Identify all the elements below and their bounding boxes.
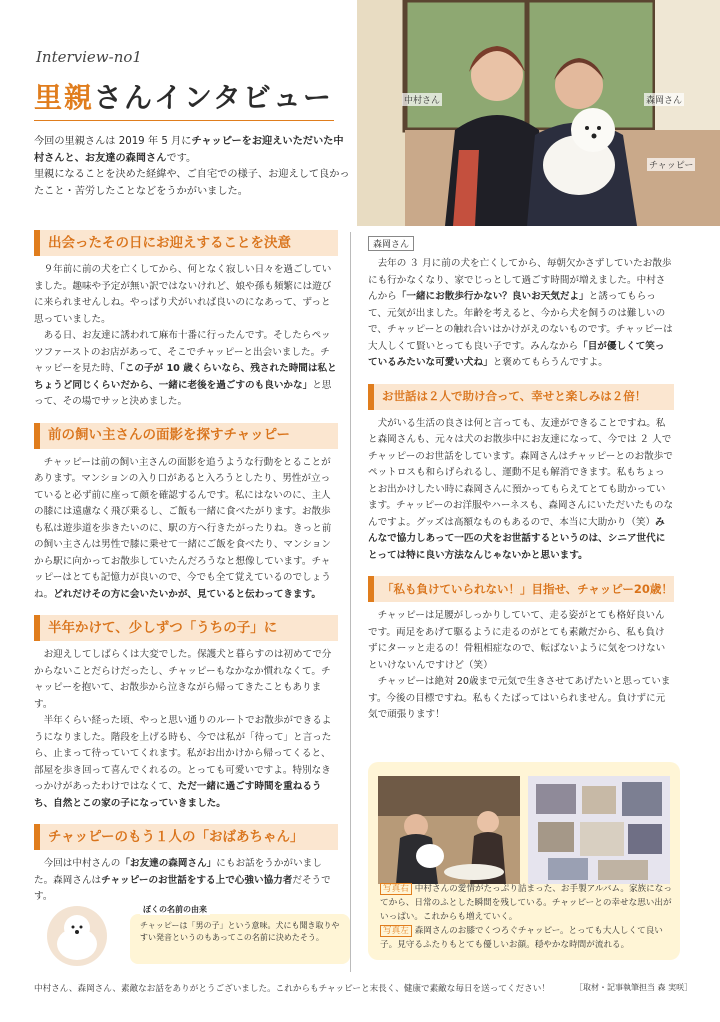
intro-s1: 今回の里親さんは 2019 年 5 月に (34, 136, 192, 147)
heading-text: チャッピーのもう１人の「おばあちゃん」 (48, 828, 304, 845)
kicker: Interview-no1 (36, 48, 142, 66)
text-run: にもお話をうかがいました。森岡さんは (34, 858, 322, 886)
photo-label-nakamura: 中村さん (402, 93, 442, 106)
column-divider (350, 232, 351, 972)
emphasis: みんなで協力しあって一匹の犬をお世話するというのは、シニア世代にとっては特に良い方法なんじゃないかと思います。 (368, 516, 666, 561)
text-run: 去年の ３ 月に前の犬を亡くしてから、毎朝欠かさずしていたお散歩にも行かなくなり、家でじっとして過ごす時間が増えました。中村さんから (368, 258, 672, 302)
paragraph (34, 713, 338, 812)
page-title (34, 76, 333, 116)
credit: ［取材・記事執筆担当 森 実咲］ (575, 983, 693, 992)
emphasis: チャッピーのお世話をする上で心強い協力者 (101, 874, 293, 886)
caption-1 (380, 882, 672, 924)
emphasis: ただ一緒に過ごす時間を重ねるうち、自然とこの家の子になっていきました。 (34, 781, 322, 809)
text-run: と褒めてもらうんですよ。 (492, 357, 608, 368)
intro-s3: 里親になることを決めた経緯や、ご自宅での様子、お迎えして良かったこと・苦労したことなどをうかがいました。 (34, 169, 350, 197)
text-run: 犬がいる生活の良さは何と言っても、友達ができることですね。私と森岡さんも、元々は犬のお散歩中にお友達になって、今では ２ 人でチャッピーのお世話をしています。森岡さんはチャッピーとのお散歩でペットロスも和らげられるし、運動不足も解消できます。私もちょっとお出かけしたい時に森岡さんに預かってもらえてとても助かっています。チャッピーのお洋服やハーネスも、森岡さんにいただいたものなんですよ。グッズは高額なものもあるので、本当に大助かり（笑） (368, 417, 674, 528)
speaker-badge: 森岡さん (368, 236, 414, 251)
paragraph (34, 328, 338, 411)
intro-s2: です。 (166, 152, 197, 164)
paragraph (368, 416, 674, 565)
title-underline (34, 120, 334, 121)
emphasis: 「一緒にお散歩行かない？良いお天気だよ」 (396, 291, 589, 302)
section-heading-5 (368, 384, 674, 410)
heading-bar (34, 423, 40, 449)
section-heading-3 (34, 615, 338, 641)
paragraph: ９年前に前の犬を亡くしてから、何となく寂しい日々を過ごしていました。趣味や予定が無い訳ではないけれど、娘や孫も頻繁には遊びに来られませんしね。やっぱり犬がいれば良いのになあって、ずっと思っていました。 (34, 264, 332, 325)
photo-right (528, 776, 670, 884)
paragraph: チャッピーは足腰がしっかりしていて、走る姿がとても格好良いんです。両足をあげて駆るように走るのがとても素敵だから、私も負けずにターッと走るの！骨粗相症なので、転ばないように気をつけないといけないんですけど（笑） (368, 610, 666, 671)
hero-photo (357, 0, 720, 226)
text-run: チャッピーは前の飼い主さんの面影を追うような行動をとることがあります。マンションの入り口があると入ろうとしたり、男性が立っていると必ず前に座って顔を確認するんです。私にはないのに、主人の膝には遠慮なく飛び乗るし、ご飯も一緒に食べたがります。お散歩も私は遊歩道を歩きたいのに、駅の方へ行きたがったりね。きっと前の飼い主さんは男性で膝に乗せて一緒にご飯を食べたり、マンションから駅に向かってお散歩していたんだろうなと想像しています。チャッピーはとても記憶力が良いので、今でも全て覚えているのでしょうね。 (34, 456, 332, 600)
left-column (34, 230, 338, 906)
paragraph: チャッピーは絶対 20歳まで元気で生きさせてあげたいと思っています。今後の目標ですね。私もくたばってはいられません。負けずに元気で頑張ります！ (368, 676, 671, 720)
paragraph (34, 455, 338, 604)
photo-label-chappy: チャッピー (647, 158, 695, 171)
heading-text: お世話は２人で助け合って、幸せと楽しみは２倍！ (382, 389, 647, 404)
album-caption (380, 882, 672, 952)
section-heading-6 (368, 576, 674, 602)
footer-thanks: 中村さん、森岡さん、素敵なお話をありがとうございました。これからもチャッピーと末長く、健康で素敵な毎日を送ってください！ (34, 984, 550, 994)
name-origin-title: ぼくの名前の由来 (140, 904, 210, 915)
heading-bar (34, 824, 40, 850)
text-run: だそうです。 (34, 874, 331, 902)
text-run: 今回は中村さんの (43, 858, 121, 869)
title-accent: 里親 (34, 81, 95, 114)
heading-text: 「私も負けていられない！」目指せ、チャッピー20歳！ (382, 581, 673, 596)
section-heading-4 (34, 824, 338, 850)
caption-label: 写真右 (380, 883, 412, 895)
title-rest: さんインタビュー (94, 81, 333, 114)
caption-2 (380, 924, 672, 952)
name-origin-text: チャッピーは「男の子」という意味。犬にも聞き取りやすい発音というのもあってこの名前に決めたそう。 (140, 921, 340, 942)
heading-text: 半年かけて、少しずつ「うちの子」に (48, 619, 278, 636)
emphasis: 「お友達の森岡さん」 (120, 858, 217, 869)
photo-left (378, 776, 520, 884)
emphasis: 「目が優しくて笑っているみたいな可愛い犬ね」 (368, 340, 665, 368)
text-run: と思って、その場でサッと決めました。 (34, 379, 332, 407)
hero-illustration (357, 0, 720, 226)
caption-text: 中村さんの愛情がたっぷり詰まった、お手製アルバム。家族になってから、日常のふとした瞬間を残している。チャッピーとの幸せな思い出がいっぱい。これからも増えていく。 (380, 884, 672, 922)
text-run: ある日、お友達に誘われて麻布十番に行ったんです。そしたらペッツファーストのお店があって、そこでチャッピーと出会いました。チャッピーを見た時、 (34, 330, 331, 374)
intro-s1b: チャッピーをお迎えいただいた中村さんと、お友達の森岡さん (34, 136, 344, 164)
heading-text: 前の飼い主さんの面影を探すチャッピー (48, 427, 291, 444)
paragraph: お迎えしてしばらくは大変でした。保護犬と暮らすのは初めてで分からないことだらけだったし、チャッピーもなかなか慣れなくて。チャッピーを抱いて、お散歩から泣きながら帰ってきたこともあります。 (34, 649, 332, 710)
caption-label: 写真左 (380, 925, 412, 937)
section-heading-2 (34, 423, 338, 449)
emphasis: 「この子が 10 歳くらいなら、残された時間は私とちょうど同じくらいだから、一緒に老後を過ごすのも良いかな」 (34, 363, 337, 391)
intro-text (34, 134, 350, 200)
chappy-avatar-illustration (36, 904, 118, 968)
heading-bar (368, 576, 374, 602)
heading-bar (34, 230, 40, 256)
right-column (368, 256, 674, 724)
heading-text: 出会ったその日にお迎えすることを決意 (48, 234, 291, 251)
caption-text: 森岡さんのお膝でくつろぐチャッピー。とっても大人しくて良い子。見守るふたりもとても優しいお顔。穏やかな時間が流れる。 (380, 926, 663, 950)
heading-bar (34, 615, 40, 641)
section-heading-1 (34, 230, 338, 256)
emphasis: どれだけその方に会いたいかが、見ていると伝わってきます。 (53, 588, 321, 600)
heading-bar (368, 384, 374, 410)
photo-label-morioka: 森岡さん (644, 93, 684, 106)
paragraph (368, 256, 674, 372)
text-run: 半年くらい経った頃、やっと思い通りのルートでお散歩ができるようになりました。階段を上げる時も、今では私が「待って」と言ったら、止まって待っていてくれます。私がお出かけから帰ってくると、部屋を歩き回って喜んでくれるの。とっても可愛いですよ。特別なきっかけがあったわけではなくて、 (34, 715, 332, 792)
text-run: と誘ってもらって、元気が出ました。年齢を考えると、今から犬を飼うのは難しいので、チャッピーとの触れ合いはかけがえのないものです。チャッピーは大人しくて賢いとっても良い子です。みんなから (368, 291, 673, 352)
paragraph (34, 856, 338, 906)
chappy-avatar (36, 904, 118, 968)
